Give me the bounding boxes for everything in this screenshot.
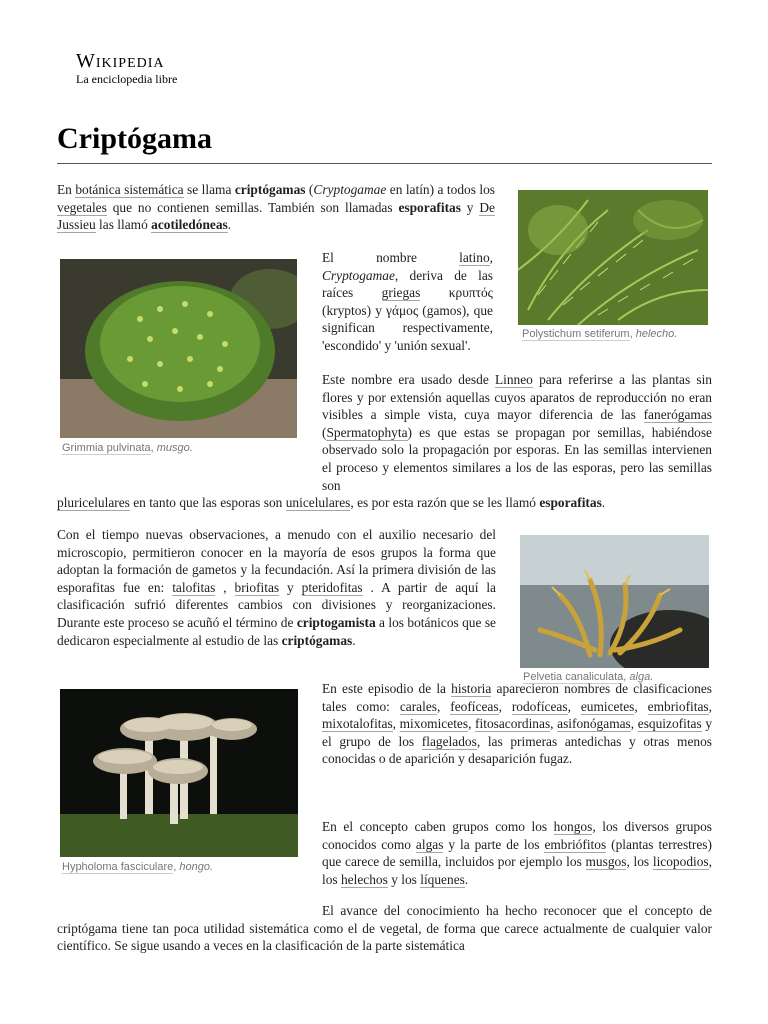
link-helechos[interactable]: helechos (340, 871, 388, 887)
link-grimmia-pulvinata[interactable]: Grimmia pulvinata (62, 442, 151, 454)
link-algas[interactable]: algas (415, 836, 444, 852)
caption-fungus: Hypholoma fasciculare, hongo. (62, 861, 214, 873)
link-pluricelulares[interactable]: pluricelulares (57, 495, 130, 510)
link-botanica-sistematica[interactable]: botánica sistemática (75, 182, 184, 197)
paragraph-linneo: Este nombre era usado desde Linneo para referirse a las plantas sin flores y por extensión aquellas cuyos aparatos de reproducción no eran visibles a simple vista, cuya mayor diferencia de las fanerógamas (Spermatophyta) es que estas se propagan por semillas, habiéndose observado solo la propagación por esporas. En las semillas intervienen el proceso y elementos similares a los de las esporas, pero las semillas son (322, 372, 712, 493)
link-pteridofitas[interactable]: pteridofitas (301, 579, 363, 595)
link-embriofitos[interactable]: embriófitos (544, 836, 607, 852)
link-de-jussieu[interactable]: De Jussieu (57, 199, 496, 233)
link-griegas[interactable]: griegas (381, 285, 421, 301)
link-polystichum-setiferum[interactable]: Polystichum setiferum (522, 328, 630, 340)
link-historia[interactable]: historia (451, 681, 492, 696)
link-spermatophyta[interactable]: Spermatophyta (326, 424, 408, 440)
link-musgos[interactable]: musgos (585, 854, 627, 870)
link-hongos[interactable]: hongos (553, 819, 593, 834)
link-carales[interactable]: carales (399, 698, 437, 714)
fern-image[interactable] (518, 190, 708, 325)
alga-image[interactable] (520, 535, 709, 668)
link-linneo[interactable]: Linneo (494, 372, 533, 387)
link-eumicetes[interactable]: eumicetes (580, 698, 635, 714)
link-feoficeas[interactable]: feofíceas (450, 698, 499, 714)
paragraph-observaciones: Con el tiempo nuevas observaciones, a menudo con el auxilio necesario del microscopio, permitieron conocer en la mayoría de esos grupos la forma que adoptan la formación de gametos y la fecundación. Así la primera división de las esporafitas fue en: talofitas , briofitas y pteridofitas . A partir de aquí la clasificación sufrió diferentes cambios con divisiones y reorganizaciones. Durante este proceso se acuñó el término de criptogamista a los botánicos que se dedicaron especialmente al estudio de las criptógamas. (57, 527, 496, 648)
link-rodoficeas[interactable]: rodofíceas (511, 698, 568, 714)
wikipedia-logo[interactable] (76, 50, 177, 86)
paragraph-etimologia: El nombre latino, Cryptogamae, deriva de las raíces griegas κρυπτός (kryptos) y γάμος (gamos), que significan respectivamente, 'escondido' y 'unión sexual'. (322, 250, 493, 353)
logo-tagline: La enciclopedia libre (76, 72, 178, 86)
link-licopodios[interactable]: licopodios (652, 854, 709, 870)
link-talofitas[interactable]: talofitas (172, 579, 216, 595)
link-hypholoma-fasciculare[interactable]: Hypholoma fasciculare (62, 861, 174, 873)
paragraph-avance: El avance del conocimiento ha hecho reconocer que el concepto de criptógama tiene tan poca utilidad sistemática como el de vegetal, de forma que carece actualmente de cualquier valor científico. Se sigue usando a veces en la clasificación de la parte sistemática (57, 903, 712, 954)
link-vegetales[interactable]: vegetales (57, 199, 107, 215)
link-mixomicetes[interactable]: mixomicetes (399, 716, 469, 732)
caption-moss: Grimmia pulvinata, musgo. (62, 442, 193, 454)
link-briofitas[interactable]: briofitas (234, 579, 280, 595)
figure-fern[interactable] (518, 190, 708, 325)
link-embriofitas[interactable]: embriofitas (647, 698, 709, 714)
link-asifonogamas[interactable]: asifonógamas (557, 716, 631, 732)
link-flagelados[interactable]: flagelados (421, 733, 477, 749)
link-fanerogamas[interactable]: fanerógamas (643, 407, 712, 423)
link-pelvetia-canaliculata[interactable]: Pelvetia canaliculata (523, 671, 624, 683)
link-latino[interactable]: latino (459, 250, 490, 265)
figure-moss[interactable] (60, 259, 297, 438)
figure-fungus[interactable] (60, 689, 298, 857)
paragraph-historia: En este episodio de la historia aparecieron nombres de clasificaciones tales como: carales, feofíceas, rodofíceas, eumicetes, embriofitas, mixotalofitas, mixomicetes, fitosacordinas, asifonógamas, esquizofitas y el grupo de los flagelados, las primeras antedichas y otras menos conocidas o de aparición y desaparición fugaz. (322, 681, 713, 767)
paragraph-linneo-end: pluricelulares en tanto que las esporas son unicelulares, es por esta razón que se les llamó esporafitas. (57, 495, 606, 510)
link-liquenes[interactable]: líquenes (420, 871, 465, 887)
caption-alga: Pelvetia canaliculata, alga. (523, 671, 654, 683)
link-fitosacordinas[interactable]: fitosacordinas (475, 716, 551, 732)
fungus-image[interactable] (60, 689, 298, 857)
title-divider (57, 163, 712, 164)
link-mixotalofitas[interactable]: mixotalofitas (322, 716, 393, 732)
figure-alga[interactable] (520, 535, 709, 668)
paragraph-grupos: En el concepto caben grupos como los hongos, los diversos grupos conocidos como algas y la parte de los embriófitos (plantas terrestres) que carece de semilla, incluidos por ejemplo los musgos, los licopodios, los helechos y los líquenes. (322, 819, 712, 887)
moss-image[interactable] (60, 259, 297, 438)
link-unicelulares[interactable]: unicelulares (285, 495, 351, 510)
link-acotiledoneas[interactable]: acotiledóneas (151, 217, 228, 233)
link-esquizofitas[interactable]: esquizofitas (637, 716, 702, 732)
logo-wordmark: Wikipedia (76, 50, 165, 72)
paragraph-intro: En botánica sistemática se llama criptógamas (Cryptogamae en latín) a todos los vegetales que no contienen semillas. También son llamadas esporafitas y De Jussieu las llamó acotiledóneas. (57, 182, 496, 233)
page-title: Criptógama (57, 122, 212, 155)
caption-fern: Polystichum setiferum, helecho. (522, 328, 678, 340)
